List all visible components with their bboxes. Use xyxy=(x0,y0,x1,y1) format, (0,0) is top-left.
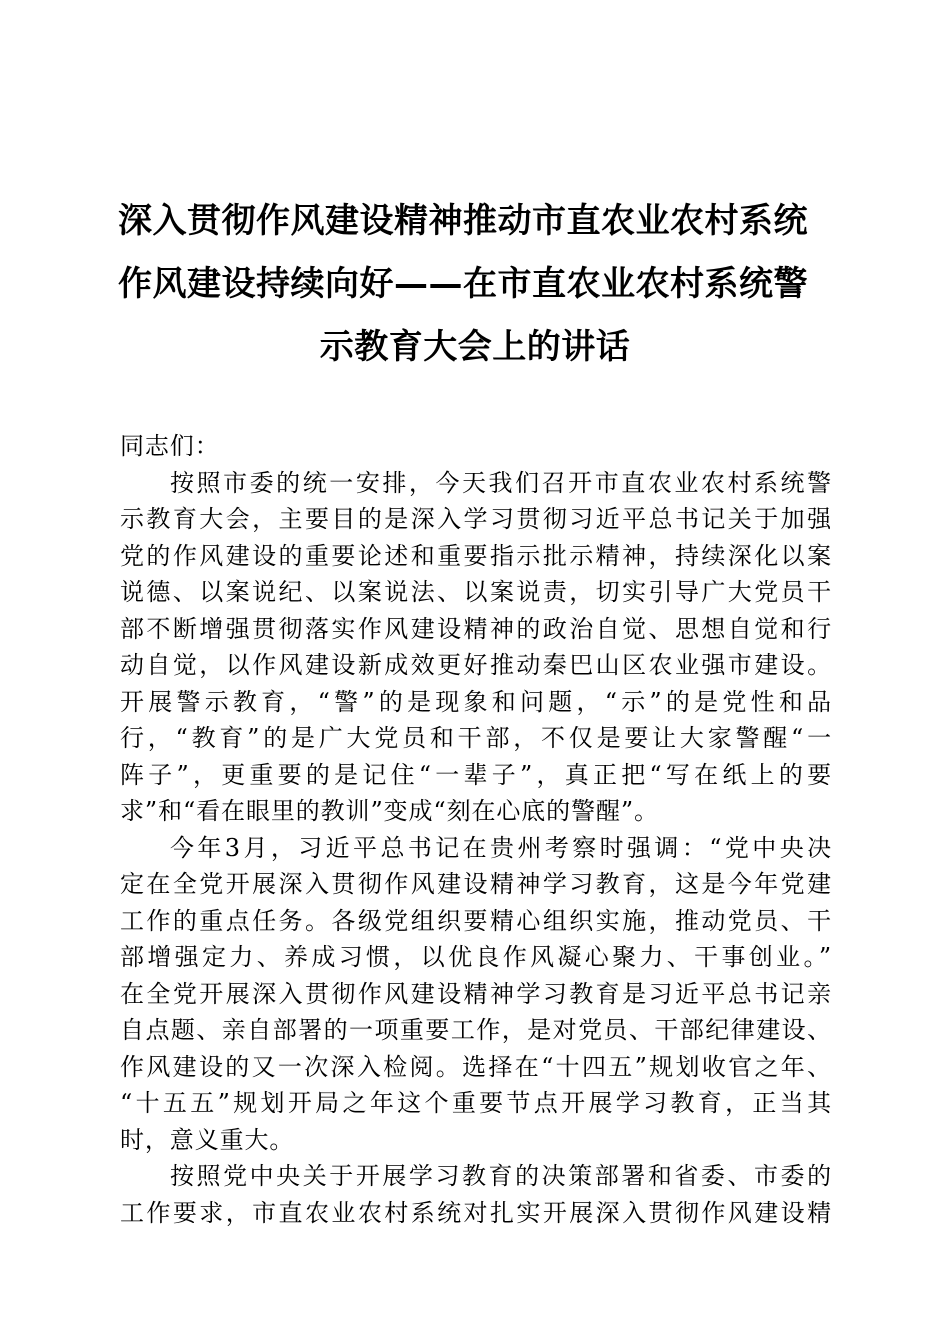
body-line: 动自觉，以作风建设新成效更好推动秦巴山区农业强市建设。 xyxy=(120,651,832,679)
body-line: 工作要求，市直农业农村系统对扎实开展深入贯彻作风建设精 xyxy=(120,1198,832,1227)
body-line: 作风建设的又一次深入检阅。选择在“十四五”规划收官之年、 xyxy=(120,1052,832,1081)
body-line: 求”和“看在眼里的教训”变成“刻在心底的警醒”。 xyxy=(120,797,659,825)
body-line: 时，意义重大。 xyxy=(120,1125,295,1154)
document-title xyxy=(118,190,832,379)
body-line: 定在全党开展深入贯彻作风建设精神学习教育，这是今年党建 xyxy=(120,870,832,898)
document-body xyxy=(120,428,832,1231)
body-line: 说德、以案说纪、以案说法、以案说责，切实引导广大党员干 xyxy=(120,578,832,606)
body-line: 部增强定力、养成习惯，以优良作风凝心聚力、干事创业。” xyxy=(120,943,832,971)
title-line-3: 示教育大会上的讲话 xyxy=(319,327,631,367)
title-line-1: 深入贯彻作风建设精神推动市直农业农村系统 xyxy=(118,201,808,241)
body-line: 按照市委的统一安排，今天我们召开市直农业农村系统警 xyxy=(170,468,832,497)
body-line: 示教育大会，主要目的是深入学习贯彻习近平总书记关于加强 xyxy=(120,505,832,533)
body-line: “十五五”规划开局之年这个重要节点开展学习教育，正当其 xyxy=(120,1089,832,1117)
body-line: 开展警示教育，“警”的是现象和问题，“示”的是党性和品 xyxy=(120,687,832,716)
body-line: 工作的重点任务。各级党组织要精心组织实施，推动党员、干 xyxy=(120,906,832,935)
body-line: 在全党开展深入贯彻作风建设精神学习教育是习近平总书记亲 xyxy=(120,979,832,1008)
body-line: 部不断增强贯彻落实作风建设精神的政治自觉、思想自觉和行 xyxy=(120,614,832,643)
salutation: 同志们： xyxy=(120,432,220,460)
title-line-2: 作风建设持续向好——在市直农业农村系统警 xyxy=(118,264,808,304)
body-line: 阵子”，更重要的是记住“一辈子”，真正把“写在纸上的要 xyxy=(120,760,832,789)
body-paragraphs xyxy=(120,465,832,1232)
body-line: 自点题、亲自部署的一项重要工作，是对党员、干部纪律建设、 xyxy=(120,1016,832,1044)
body-line: 按照党中央关于开展学习教育的决策部署和省委、市委的 xyxy=(170,1162,832,1190)
body-line: 今年3月，习近平总书记在贵州考察时强调：“党中央决 xyxy=(170,833,832,862)
body-line: 行，“教育”的是广大党员和干部，不仅是要让大家警醒“一 xyxy=(120,724,832,752)
body-line: 党的作风建设的重要论述和重要指示批示精神，持续深化以案 xyxy=(120,541,832,570)
